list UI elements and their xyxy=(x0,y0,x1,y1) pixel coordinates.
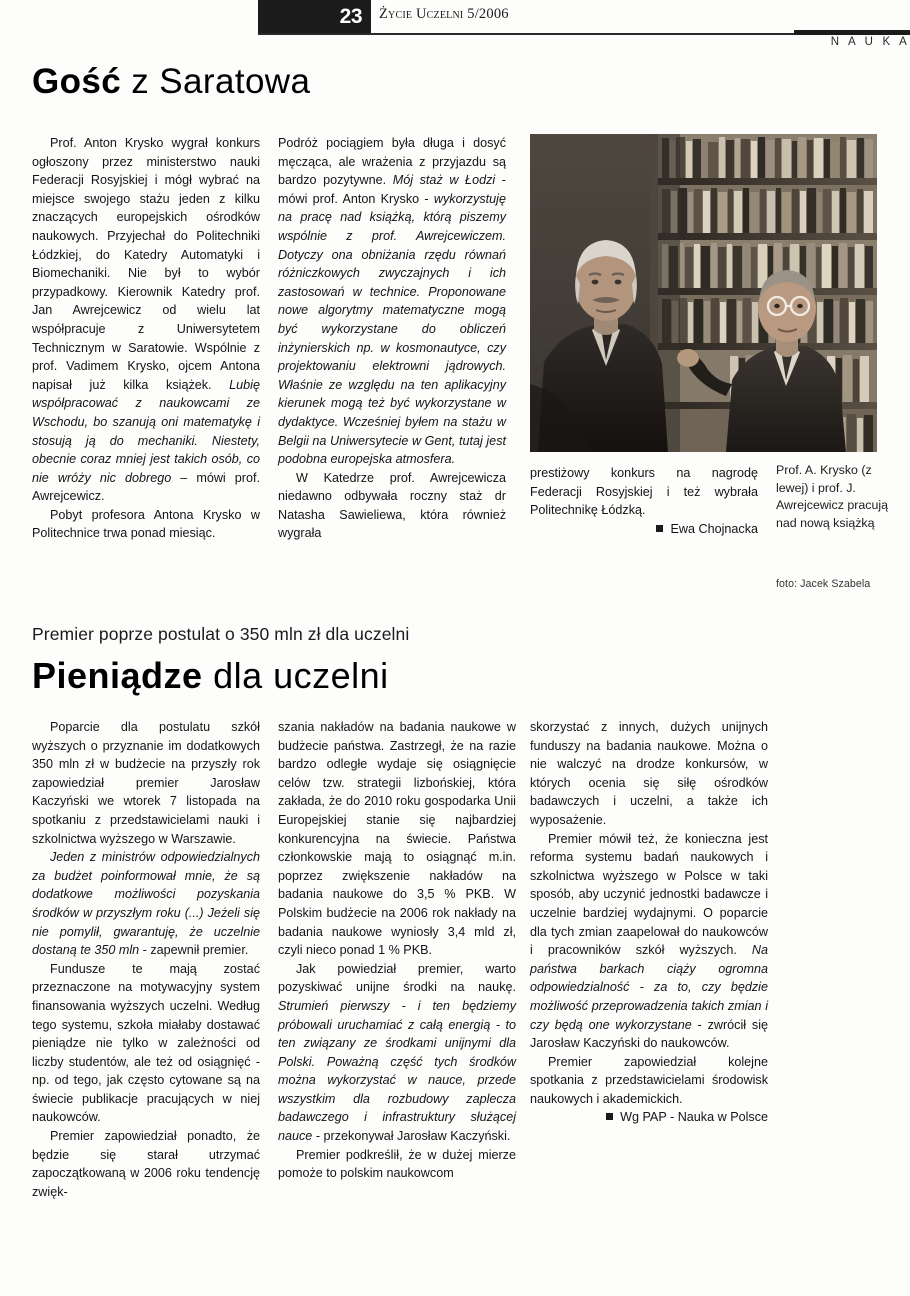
text-run: Podróż pociągiem była długa i dosyć męcząca, ale wrażenia z przyjazdu są bardzo pozytywne. xyxy=(278,136,506,188)
article2-column-2 xyxy=(278,718,516,1183)
text-run: Premier zapowiedział ponadto, że będzie się starał utrzymać zapoczątkowaną w 2006 roku tendencję zwięk- xyxy=(32,1129,260,1199)
masthead-rule-thick xyxy=(794,30,910,35)
text-run: - przekonywał Jarosław Kaczyński. xyxy=(312,1129,511,1144)
text-run-italic: Mój staż w Łodzi xyxy=(392,173,496,188)
article2-headline xyxy=(32,655,389,697)
paragraph xyxy=(278,718,516,960)
text-run: Poparcie dla postulatu szkół wyższych o przyznanie im dodatkowych 350 mln zł w budżecie na przyszły rok zapowiedział premier Jarosław Kaczyński we wtorek 7 listopada na spotkaniu z przedstawicielami nauki i szkolnictwa wyższego w Warszawie. xyxy=(32,720,260,846)
article1-photo xyxy=(530,134,877,452)
byline-text: Wg PAP - Nauka w Polsce xyxy=(620,1110,768,1125)
photo-credit: foto: Jacek Szabela xyxy=(776,578,871,590)
paragraph xyxy=(32,960,260,1127)
text-run: Premier mówił też, że konieczna jest reforma systemu badań naukowych i szkolnictwa wyższego w Polsce w taki sposób, aby uczynić jednostki badawcze i uczelnie bardziej wydajnymi. O poparcie dla tych zmian zaapelował do naukowców i pracowników szkół wyższych. xyxy=(530,831,768,958)
text-run: - mówi prof. Anton Krysko - xyxy=(278,173,506,206)
paragraph xyxy=(530,830,768,1053)
article1-column-2 xyxy=(278,134,506,543)
section-label: N A U K A xyxy=(830,36,910,48)
issue-label: Życie Uczelni 5/2006 xyxy=(379,6,509,22)
paragraph xyxy=(530,718,768,830)
text-run: Prof. Anton Krysko wygrał konkurs ogłoszony przez ministerstwo nauki Federacji Rosyjskiej i mógł wybrać na miejsce swojego stażu jeden z kilku znaczących europejskich ośrodków naukowych. Przyjechał do Politechniki Łódzkiej, do Katedry Automatyki i Biomechaniki. Nie był to wybór przypadkowy. Kierownik Katedry prof. Jan Awrejcewicz od wielu lat współpracuje z Uniwersytetem Technicznym w Saratowie. Wspólnie z prof. Vadimem Krysko, ojcem Antona napisał już kilka książek. xyxy=(32,136,260,392)
text-run: - zapewnił premier. xyxy=(139,943,249,958)
text-run: Fundusze te mają zostać przeznaczone na motywacyjny system finansowania wyższych uczelni. Według tego systemu, szkoła miałaby dostawać pieniądze nie tylko w zależności od liczby studentów, ale też od osiągnięć - np. od tego, jak często cytowane są na świecie publikacje pracujących w niej naukowców. xyxy=(32,961,260,1125)
text-run-italic: Jeden z ministrów odpowiedzialnych za budżet poinformował mnie, że są dodatkowe możliwości pozyskania środków w przyszłym roku (...) Jeżeli się nie pomylił, gwarantuję, że uczelnie dostaną te 350 mln xyxy=(32,850,260,958)
paragraph xyxy=(32,718,260,848)
article2-column-1 xyxy=(32,718,260,1201)
text-run: Pobyt profesora Antona Krysko w Politechnice trwa ponad miesiąc. xyxy=(32,507,260,541)
paragraph xyxy=(278,134,506,469)
paragraph xyxy=(530,464,758,520)
text-run: – mówi prof. Awrejcewicz. xyxy=(32,470,260,504)
article1-column-1 xyxy=(32,134,260,543)
text-run-italic: wykorzystuję na pracę nad książką, którą piszemy wspólnie z prof. Awrejcewiczem. Dotyczy ona obniżania rzędu równań różniczkowych zwyczajnych i ich zastosowań w technice. Proponowane nowe algorytmy matematyczne mogą być wykorzystane do obliczeń inżynierskich np. w kosmonautyce, czy projektowaniu elektrowni jądrowych. Właśnie ze względu na ten aplikacyjny kierunek mogą też być wykorzystane w dydaktyce. Wcześniej byłem na stażu w Belgii na Uniwersytecie w Gent, tutaj jest podobna europejska atmosfera. xyxy=(278,191,506,467)
text-run: skorzystać z innych, dużych unijnych funduszy na badania naukowe. Można o nie walczyć na drodze konkursów, w których ocenia się siłę ośrodków badawczych i uczelni, a także ich wyposażenie. xyxy=(530,720,768,827)
text-run: prestiżowy konkurs na nagrodę Federacji Rosyjskiej i też wybrała Politechnikę Łódzką. xyxy=(530,466,758,518)
text-run-italic: Strumień pierwszy - i ten będziemy próbowali uruchamiać z całą energią - to ten związany ze środkami unijnymi dla Polski. Poważną część tych środków można wykorzystać w nauce, przede wszystkim dla rozbudowy zaplecza badawczego i infrastruktury służącej nauce xyxy=(278,998,516,1144)
page-number: 23 xyxy=(339,5,362,28)
paragraph xyxy=(278,960,516,1146)
article2-headline-bold: Pieniądze xyxy=(32,655,203,696)
text-run-italic: Lubię współpracować z naukowcami ze Wschodu, bo szanują oni matematykę i stosują ją do mechaniki. Niestety, obecnie coraz mniej jest takich osób, co nie wróży nic dobrego xyxy=(32,377,260,485)
paragraph xyxy=(32,1127,260,1201)
photo-caption: Prof. A. Krysko (z lewej) i prof. J. Awrejcewicz pracują nad nową książką xyxy=(776,463,889,530)
bullet-square-icon xyxy=(656,525,663,532)
text-run: Jak powiedział premier, warto pozyskiwać unijne środki na naukę. xyxy=(278,961,516,995)
text-run: Premier zapowiedział kolejne spotkania z przedstawicielami środowisk naukowych i akademickich. xyxy=(530,1054,768,1106)
bullet-square-icon xyxy=(606,1113,613,1120)
masthead xyxy=(258,0,910,46)
article1-headline-light: z Saratowa xyxy=(121,62,311,101)
paragraph xyxy=(278,469,506,543)
article2-kicker: Premier poprze postulat o 350 mln zł dla uczelni xyxy=(32,624,410,644)
article2-byline xyxy=(530,1108,768,1127)
article1-byline xyxy=(530,520,758,539)
paragraph xyxy=(32,134,260,506)
text-run-italic: Na państwa barkach ciąży ogromna odpowiedzialność - za to, czy będzie możliwość przeprowadzenia takich zmian i czy będą one wykorzystane xyxy=(530,943,768,1032)
text-run: Premier podkreślił, że w dużej mierze pomoże to polskim naukowcom xyxy=(278,1147,516,1181)
text-run: - zwrócił się Jarosław Kaczyński do naukowców. xyxy=(530,1017,768,1051)
paragraph xyxy=(278,1146,516,1183)
photo-graphic xyxy=(530,134,877,452)
article1-headline xyxy=(32,62,310,102)
article2-headline-light: dla uczelni xyxy=(202,655,389,696)
byline-text: Ewa Chojnacka xyxy=(670,521,758,536)
paragraph xyxy=(530,1053,768,1109)
paragraph xyxy=(32,506,260,543)
article2-column-3 xyxy=(530,718,768,1127)
paragraph xyxy=(32,848,260,960)
article1-column-3 xyxy=(530,464,758,538)
text-run: szania nakładów na badania naukowe w budżecie państwa. Zastrzegł, że na razie bardzo odległe wydaje się osiągnięcie celów tzw. strategii lizbońskiej, która zakłada, że do 2010 roku gospodarka Unii Europejskiej stanie się najbardziej konkurencyjna na świecie. Państwa członkowskie mają to osiągnąć m.in. poprzez zwiększenie nakładów na badania naukowe do 3,5 % PKB. W Polskim budżecie na 2006 rok nakłady na badania naukowe wyniosły 3,4 mld zł, czyli nieco ponad 1 % PKB. xyxy=(278,720,516,958)
article1-headline-bold: Gość xyxy=(32,62,122,101)
text-run: W Katedrze prof. Awrejcewicza niedawno odbywała roczny staż dr Natasha Sawieliewa, która również wygrała xyxy=(278,470,506,541)
